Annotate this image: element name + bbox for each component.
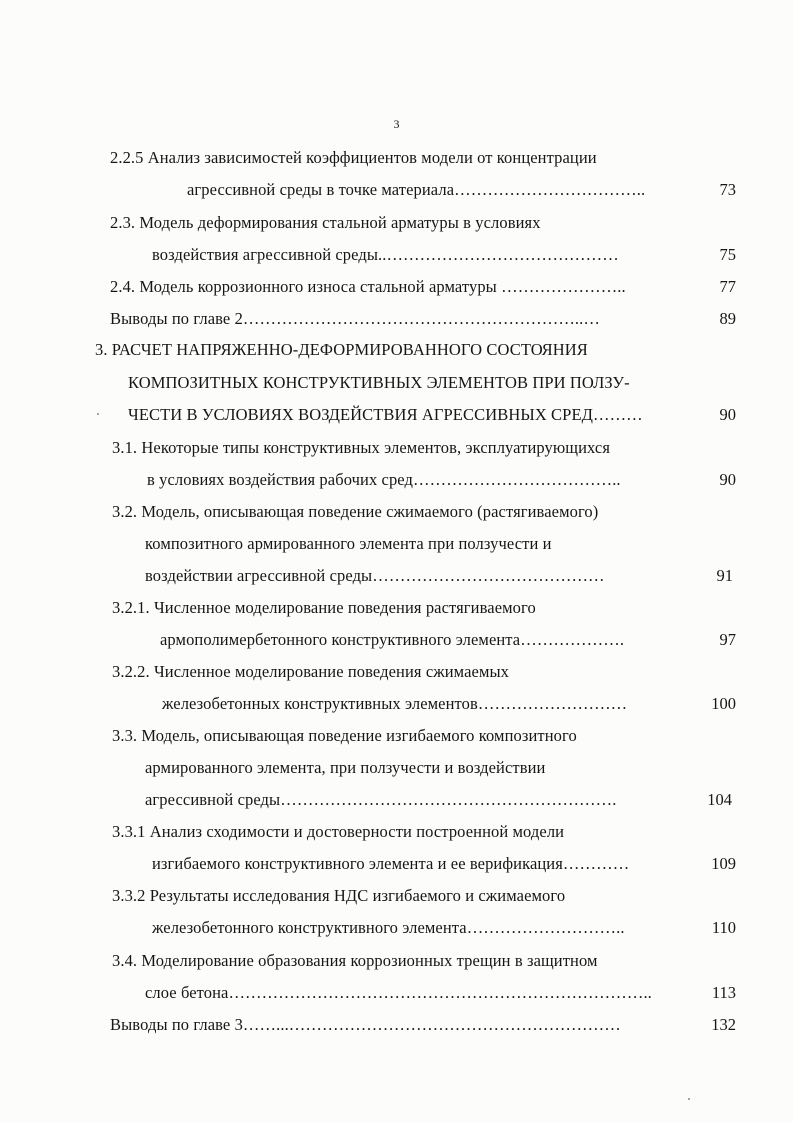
toc-line: композитного армированного элемента при ползучести и [145, 534, 552, 553]
toc-line: изгибаемого конструктивного элемента и ее верификация………… [152, 854, 630, 873]
toc-line: в условиях воздействия рабочих сред……………………………….. [147, 470, 621, 489]
toc-page-number: 90 [719, 470, 736, 489]
toc-line: Выводы по главе 2……………………………………………………..… [110, 309, 600, 328]
toc-line: 3.2.1. Численное моделирование поведения растягиваемого [112, 598, 536, 617]
toc-page-number: 89 [719, 309, 736, 328]
toc-line: 3.2. Модель, описывающая поведение сжимаемого (растягиваемого) [112, 502, 599, 521]
toc-page-number: 100 [711, 694, 736, 713]
toc-line: слое бетона………………………………………………………………….. [145, 983, 652, 1002]
toc-chapter-title: 3. РАСЧЕТ НАПРЯЖЕННО-ДЕФОРМИРОВАННОГО СОСТОЯНИЯ [95, 340, 588, 359]
toc-page-number: 75 [719, 245, 736, 264]
page-number: 3 [393, 117, 400, 131]
toc-line: железобетонных конструктивных элементов……………………… [162, 694, 628, 713]
toc-line: армополимербетонного конструктивного элемента………………. [160, 630, 625, 649]
toc-line: 3.1. Некоторые типы конструктивных элементов, эксплуатирующихся [112, 438, 611, 457]
toc-line: 3.3.1 Анализ сходимости и достоверности построенной модели [112, 822, 565, 841]
toc-line: Выводы по главе 3……...…………………………………………………… [110, 1015, 621, 1034]
toc-chapter-title: КОМПОЗИТНЫХ КОНСТРУКТИВНЫХ ЭЛЕМЕНТОВ ПРИ ПОЛЗУ- [128, 373, 630, 392]
toc-page-number: 104 [707, 790, 732, 809]
scan-speck [97, 413, 99, 415]
toc-page-number: 77 [719, 277, 736, 296]
toc-page-number: 73 [719, 180, 736, 199]
toc-page-number: 110 [711, 918, 736, 937]
toc-line: железобетонного конструктивного элемента……………………….. [152, 918, 625, 937]
toc-line: 3.2.2. Численное моделирование поведения сжимаемых [112, 662, 510, 681]
toc-chapter-title: ЧЕСТИ В УСЛОВИЯХ ВОЗДЕЙСТВИЯ АГРЕССИВНЫХ СРЕД……… [128, 405, 643, 424]
toc-page-number: 132 [711, 1015, 736, 1034]
toc-page-number: 90 [719, 405, 736, 424]
toc-line: агрессивной среды……………………………………………………. [145, 790, 617, 809]
toc-page-number: 91 [716, 566, 733, 585]
toc-page-number: 113 [711, 983, 736, 1002]
scan-speck [688, 1098, 690, 1100]
toc-line: 2.2.5 Анализ зависимостей коэффициентов модели от концентрации [110, 148, 597, 167]
toc-line: воздействия агрессивной среды..…………………………………… [152, 245, 619, 264]
toc-line: 3.4. Моделирование образования коррозионных трещин в защитном [112, 951, 598, 970]
toc-line: 3.3. Модель, описывающая поведение изгибаемого композитного [112, 726, 577, 745]
toc-line: агрессивной среды в точке материала…………………………….. [187, 180, 646, 199]
toc-line: воздействии агрессивной среды…………………………………… [145, 566, 605, 585]
toc-page-number: 97 [719, 630, 736, 649]
toc-line: 2.4. Модель коррозионного износа стальной арматуры ………………….. [110, 277, 626, 296]
toc-line: 3.3.2 Результаты исследования НДС изгибаемого и сжимаемого [112, 886, 566, 905]
toc-page-number: 109 [711, 854, 736, 873]
toc-line: 2.3. Модель деформирования стальной арматуры в условиях [110, 213, 541, 232]
toc-line: армированного элемента, при ползучести и воздействии [145, 758, 546, 777]
